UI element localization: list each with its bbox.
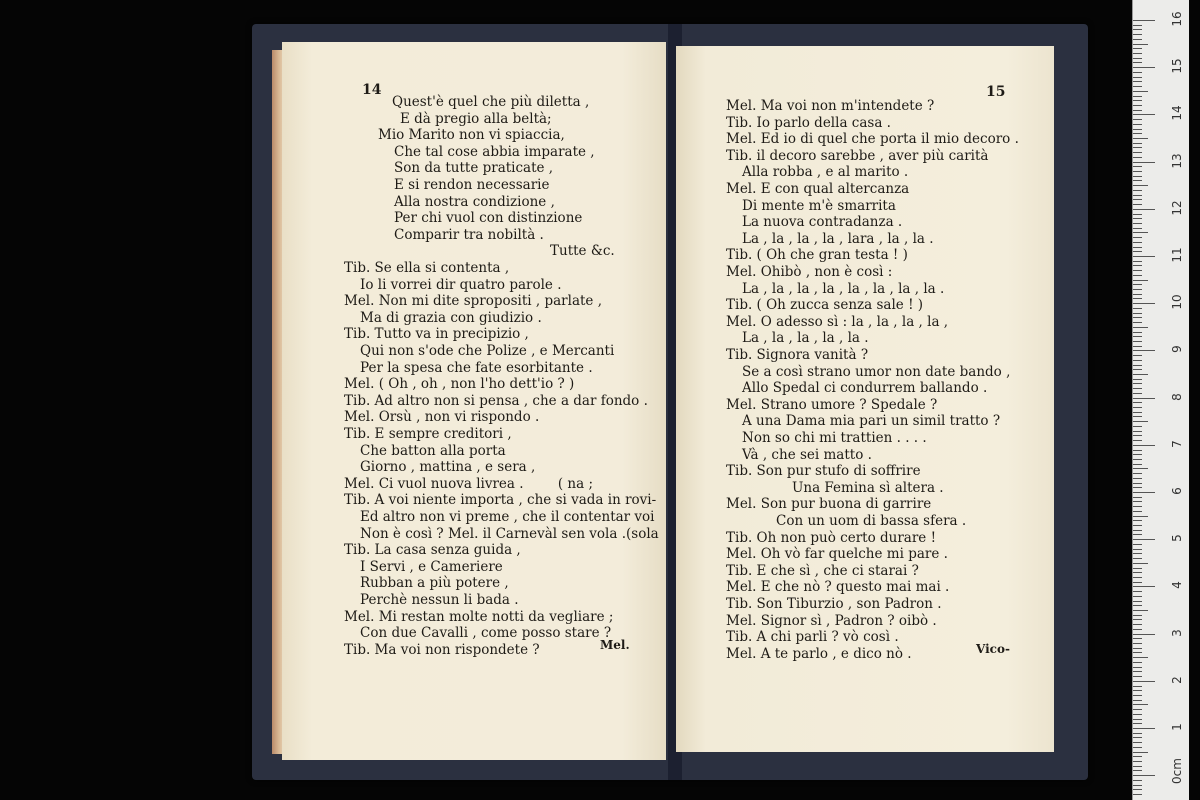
text-line: Giorno , mattina , e sera ,: [360, 459, 536, 476]
ruler-tick: [1133, 25, 1142, 26]
ruler-tick: [1133, 360, 1142, 361]
ruler-tick: [1133, 379, 1142, 380]
text-line: Perchè nessun li bada .: [360, 592, 519, 608]
text-line: Per la spesa che fate esorbitante .: [360, 359, 593, 376]
ruler-tick: [1133, 704, 1148, 705]
ruler-tick: [1133, 577, 1142, 578]
ruler-tick: [1133, 119, 1142, 120]
ruler-tick: [1133, 223, 1142, 224]
ruler-tick: [1133, 327, 1148, 328]
text-line: Tib. Oh non può certo durare !: [726, 529, 937, 546]
ruler-tick: [1133, 218, 1142, 219]
ruler-label: 12: [1170, 200, 1184, 216]
ruler-tick: [1133, 525, 1142, 526]
text-line: Tib. Ad altro non si pensa , che a dar fondo .: [344, 392, 648, 409]
ruler-tick: [1133, 20, 1155, 21]
ruler-tick: [1133, 601, 1142, 602]
ruler-tick: [1133, 671, 1142, 672]
ruler-label: 13: [1170, 152, 1184, 169]
text-line: Tib. ( Oh zucca senza sale ! ): [726, 297, 924, 314]
ruler-tick: [1133, 596, 1142, 597]
ruler-tick: [1133, 572, 1142, 573]
ruler-label: 5: [1170, 534, 1184, 543]
text-line: Se a così strano umor non date bando ,: [742, 363, 1011, 380]
text-line: Mel. Ci vuol nuova livrea . ( na ;: [344, 475, 593, 492]
ruler-tick: [1133, 58, 1142, 59]
measurement-ruler: [1132, 0, 1189, 800]
ruler-tick: [1133, 298, 1142, 299]
ruler-tick: [1133, 81, 1142, 82]
ruler-tick: [1133, 534, 1142, 535]
ruler-tick: [1133, 733, 1142, 734]
text-line: Tib. Son Tiburzio , son Padron .: [726, 596, 942, 612]
ruler-tick: [1133, 558, 1142, 559]
ruler-tick: [1133, 487, 1142, 488]
ruler-tick: [1133, 761, 1142, 762]
ruler-tick: [1133, 676, 1142, 677]
text-line: Mel. Signor sì , Padron ? oibò .: [726, 612, 937, 629]
ruler-tick: [1133, 251, 1142, 252]
ruler-tick: [1133, 157, 1142, 158]
ruler-tick: [1133, 72, 1142, 73]
ruler-tick: [1133, 180, 1142, 181]
page-number-left: 14: [362, 82, 382, 98]
text-line: Non so chi mi trattien . . . .: [742, 430, 927, 446]
ruler-label: 15: [1170, 58, 1184, 74]
ruler-label: 3: [1170, 628, 1184, 637]
ruler-tick: [1133, 44, 1148, 45]
text-line: Mel. Oh vò far quelche mi pare .: [726, 546, 948, 563]
ruler-tick: [1133, 648, 1142, 649]
ruler-label: 4: [1170, 581, 1184, 590]
ruler-tick: [1133, 643, 1142, 644]
text-line: Mel. A te parlo , e dico nò .: [726, 645, 912, 662]
text-line: Tib. Son pur stufo di soffrire: [726, 463, 921, 480]
ruler-label: 2: [1170, 675, 1184, 684]
ruler-tick: [1133, 114, 1155, 115]
ruler-tick: [1133, 563, 1148, 564]
ruler-tick: [1133, 265, 1142, 266]
ruler-tick: [1133, 171, 1142, 172]
ruler-tick: [1133, 747, 1142, 748]
ruler-tick: [1133, 124, 1142, 125]
ruler-tick: [1133, 450, 1142, 451]
text-line: Tib. La casa senza guida ,: [344, 542, 521, 559]
text-line: Che tal cose abbia imparate ,: [394, 143, 595, 160]
text-line: Mel. Ma voi non m'intendete ?: [726, 98, 935, 114]
ruler-tick: [1133, 719, 1142, 720]
ruler-tick: [1133, 549, 1142, 550]
ruler-tick: [1133, 737, 1142, 738]
ruler-tick: [1133, 516, 1148, 517]
ruler-tick: [1133, 204, 1142, 205]
ruler-tick: [1133, 294, 1142, 295]
ruler-tick: [1133, 478, 1142, 479]
ruler-tick: [1133, 62, 1142, 63]
ruler-tick: [1133, 39, 1142, 40]
ruler-tick: [1133, 766, 1142, 767]
text-line: Rubban a più potere ,: [360, 575, 509, 592]
ruler-tick: [1133, 539, 1155, 540]
ruler-tick: [1133, 275, 1142, 276]
ruler-tick: [1133, 667, 1142, 668]
ruler-tick: [1133, 280, 1148, 281]
text-line: Mel. E con qual altercanza: [726, 181, 910, 197]
text-line: Tib. A voi niente importa , che si vada in rovi-: [344, 492, 657, 509]
catchword-right: Vico-: [976, 642, 1010, 656]
ruler-label: 8: [1170, 392, 1184, 401]
ruler-tick: [1133, 454, 1142, 455]
ruler-tick: [1133, 77, 1142, 78]
ruler-tick: [1133, 501, 1142, 502]
ruler-tick: [1133, 308, 1142, 309]
ruler-tick: [1133, 402, 1142, 403]
text-line: Di mente m'è smarrita: [742, 197, 896, 214]
text-line: Mel. Mi restan molte notti da vegliare ;: [344, 608, 614, 625]
ruler-tick: [1133, 742, 1142, 743]
ruler-tick: [1133, 624, 1142, 625]
text-line: Mio Marito non vi spiaccia,: [378, 127, 565, 144]
text-line: Tib. Tutto va in precipizio ,: [344, 326, 529, 343]
ruler-tick: [1133, 435, 1142, 436]
ruler-tick: [1133, 332, 1142, 333]
ruler-tick: [1133, 695, 1142, 696]
ruler-tick: [1133, 789, 1142, 790]
ruler-tick: [1133, 289, 1142, 290]
ruler-tick: [1133, 591, 1142, 592]
text-line: Mel. O adesso sì : la , la , la , la ,: [726, 313, 949, 330]
ruler-tick: [1133, 369, 1142, 370]
text-line: Comparir tra nobiltà .: [394, 226, 544, 243]
ruler-tick: [1133, 568, 1142, 569]
ruler-tick: [1133, 346, 1142, 347]
ruler-label: 0cm: [1170, 758, 1184, 785]
ruler-tick: [1133, 195, 1142, 196]
text-line: Tib. il decoro sarebbe , aver più carità: [726, 147, 989, 164]
text-line: Che batton alla porta: [360, 442, 506, 459]
text-line: Mel. Non mi dite spropositi , parlate ,: [344, 293, 603, 310]
ruler-tick: [1133, 662, 1142, 663]
text-line: A una Dama mia pari un simil tratto ?: [742, 413, 1001, 430]
ruler-tick: [1133, 794, 1142, 795]
catchword-left: Mel.: [600, 638, 630, 652]
ruler-tick: [1133, 681, 1155, 682]
left-page: [282, 42, 666, 760]
ruler-tick: [1133, 728, 1155, 729]
ruler-tick: [1133, 365, 1142, 366]
ruler-tick: [1133, 393, 1142, 394]
ruler-tick: [1133, 468, 1148, 469]
ruler-tick: [1133, 247, 1142, 248]
text-line: Tib. ( Oh che gran testa ! ): [726, 247, 908, 264]
ruler-label: 1: [1170, 723, 1184, 731]
ruler-label: 14: [1170, 105, 1184, 122]
ruler-tick: [1133, 143, 1142, 144]
ruler-tick: [1133, 586, 1155, 587]
ruler-tick: [1133, 176, 1142, 177]
ruler-tick: [1133, 129, 1142, 130]
text-line: Io li vorrei dir quatro parole .: [360, 276, 562, 293]
ruler-tick: [1133, 412, 1142, 413]
ruler-tick: [1133, 166, 1142, 167]
ruler-tick: [1133, 105, 1142, 106]
ruler-tick: [1133, 506, 1142, 507]
ruler-tick: [1133, 303, 1155, 304]
ruler-tick: [1133, 388, 1142, 389]
text-line: Tib. Io parlo della casa .: [726, 114, 891, 131]
text-line: Mel. Orsù , non vi rispondo .: [344, 409, 540, 426]
ruler-tick: [1133, 152, 1142, 153]
ruler-tick: [1133, 355, 1142, 356]
ruler-tick: [1133, 398, 1155, 399]
ruler-tick: [1133, 86, 1142, 87]
text-line: E dà pregio alla beltà;: [400, 110, 552, 127]
ruler-tick: [1133, 629, 1142, 630]
ruler-tick: [1133, 775, 1155, 776]
text-line: La nuova contradanza .: [742, 214, 903, 231]
ruler-tick: [1133, 530, 1142, 531]
ruler-tick: [1133, 336, 1142, 337]
ruler-tick: [1133, 752, 1148, 753]
ruler-tick: [1133, 110, 1142, 111]
ruler-tick: [1133, 209, 1155, 210]
ruler-tick: [1133, 473, 1142, 474]
ruler-tick: [1133, 270, 1142, 271]
ruler-tick: [1133, 374, 1148, 375]
text-line: Tib. Se ella si contenta ,: [344, 260, 510, 276]
ruler-tick: [1133, 723, 1142, 724]
ruler-tick: [1133, 133, 1142, 134]
ruler-tick: [1133, 53, 1142, 54]
ruler-tick: [1133, 686, 1142, 687]
ruler-tick: [1133, 426, 1142, 427]
ruler-tick: [1133, 228, 1142, 229]
text-line: Quest'è quel che più diletta ,: [392, 94, 590, 110]
text-line: Per chi vuol con distinzione: [394, 210, 583, 227]
text-line: Mel. Ed io di quel che porta il mio decoro .: [726, 131, 1019, 148]
ruler-label: 7: [1170, 439, 1184, 448]
text-line: Mel. Strano umore ? Spedale ?: [726, 396, 938, 413]
ruler-tick: [1133, 657, 1148, 658]
ruler-tick: [1133, 756, 1142, 757]
ruler-tick: [1133, 714, 1142, 715]
ruler-label: 16: [1170, 11, 1184, 27]
ruler-tick: [1133, 313, 1142, 314]
ruler-label: 10: [1170, 294, 1184, 310]
ruler-tick: [1133, 605, 1142, 606]
ruler-tick: [1133, 256, 1155, 257]
ruler-tick: [1133, 610, 1148, 611]
ruler-tick: [1133, 785, 1142, 786]
ruler-tick: [1133, 459, 1142, 460]
ruler-tick: [1133, 100, 1142, 101]
text-line: Qui non s'ode che Polize , e Mercanti: [360, 343, 615, 359]
text-line: Ma di grazia con giudizio .: [360, 309, 542, 326]
text-line: Và , che sei matto .: [742, 446, 872, 463]
text-line: Mel. Ohibò , non è così :: [726, 264, 893, 280]
ruler-tick: [1133, 147, 1142, 148]
text-line: La , la , la , la , lara , la , la .: [742, 230, 934, 247]
ruler-label: 11: [1170, 247, 1184, 263]
ruler-tick: [1133, 497, 1142, 498]
page-number-right: 15: [986, 84, 1006, 100]
ruler-tick: [1133, 544, 1142, 545]
text-line: Tib. Ma voi non rispondete ?: [344, 641, 540, 658]
ruler-tick: [1133, 492, 1155, 493]
text-line: Mel. Son pur buona di garrire: [726, 496, 932, 513]
ruler-tick: [1133, 615, 1142, 616]
ruler-tick: [1133, 48, 1142, 49]
ruler-tick: [1133, 91, 1148, 92]
text-line: La , la , la , la , la , la , la , la .: [742, 280, 945, 297]
ruler-tick: [1133, 421, 1148, 422]
ruler-tick: [1133, 464, 1142, 465]
ruler-tick: [1133, 350, 1155, 351]
ruler-tick: [1133, 700, 1142, 701]
ruler-tick: [1133, 440, 1142, 441]
ruler-tick: [1133, 416, 1142, 417]
ruler-tick: [1133, 483, 1142, 484]
right-page: [676, 46, 1054, 752]
ruler-tick: [1133, 383, 1142, 384]
ruler-tick: [1133, 242, 1142, 243]
ruler-tick: [1133, 619, 1142, 620]
text-line: Alla robba , e al marito .: [742, 164, 909, 181]
ruler-tick: [1133, 284, 1142, 285]
ruler-label: 9: [1170, 345, 1184, 354]
ruler-tick: [1133, 317, 1142, 318]
text-line: Mel. E che nò ? questo mai mai .: [726, 579, 950, 596]
text-line: Ed altro non vi preme , che il contentar voi: [360, 509, 655, 525]
ruler-tick: [1133, 709, 1142, 710]
ruler-tick: [1133, 190, 1142, 191]
ruler-tick: [1133, 780, 1142, 781]
ruler-tick: [1133, 214, 1142, 215]
ruler-tick: [1133, 34, 1142, 35]
text-line: Alla nostra condizione ,: [394, 193, 555, 210]
text-line: E si rendon necessarie: [394, 177, 550, 193]
text-line: Son da tutte praticate ,: [394, 160, 554, 177]
ruler-tick: [1133, 232, 1148, 233]
ruler-tick: [1133, 770, 1142, 771]
text-line: Allo Spedal ci condurrem ballando .: [742, 380, 988, 397]
ruler-tick: [1133, 582, 1142, 583]
ruler-tick: [1133, 652, 1142, 653]
ruler-label: 6: [1170, 487, 1184, 495]
text-line: Una Femina sì altera .: [792, 479, 944, 496]
ruler-tick: [1133, 96, 1142, 97]
ruler-tick: [1133, 690, 1142, 691]
text-line: Tib. Signora vanità ?: [726, 347, 869, 363]
text-line: Tib. E che sì , che ci starai ?: [726, 562, 919, 579]
text-line: I Servi , e Cameriere: [360, 558, 503, 575]
text-line: Tutte &c.: [550, 243, 615, 260]
text-line: Mel. ( Oh , oh , non l'ho dett'io ? ): [344, 376, 575, 393]
ruler-tick: [1133, 162, 1155, 163]
ruler-tick: [1133, 445, 1155, 446]
ruler-tick: [1133, 322, 1142, 323]
text-line: La , la , la , la , la .: [742, 330, 869, 347]
ruler-tick: [1133, 261, 1142, 262]
text-line: Tib. E sempre creditori ,: [344, 426, 512, 442]
text-line: Con due Cavalli , come posso stare ?: [360, 625, 612, 642]
text-line: Non è così ? Mel. il Carnevàl sen vola .(sola: [360, 525, 659, 542]
text-line: Tib. A chi parli ? vò così .: [726, 629, 899, 646]
ruler-tick: [1133, 431, 1142, 432]
ruler-tick: [1133, 67, 1155, 68]
ruler-tick: [1133, 634, 1155, 635]
ruler-tick: [1133, 407, 1142, 408]
ruler-tick: [1133, 638, 1142, 639]
text-line: Con un uom di bassa sfera .: [776, 513, 967, 529]
ruler-tick: [1133, 520, 1142, 521]
ruler-tick: [1133, 29, 1142, 30]
ruler-tick: [1133, 138, 1148, 139]
ruler-tick: [1133, 511, 1142, 512]
ruler-tick: [1133, 237, 1142, 238]
ruler-tick: [1133, 185, 1148, 186]
ruler-tick: [1133, 553, 1142, 554]
ruler-tick: [1133, 199, 1142, 200]
ruler-tick: [1133, 341, 1142, 342]
